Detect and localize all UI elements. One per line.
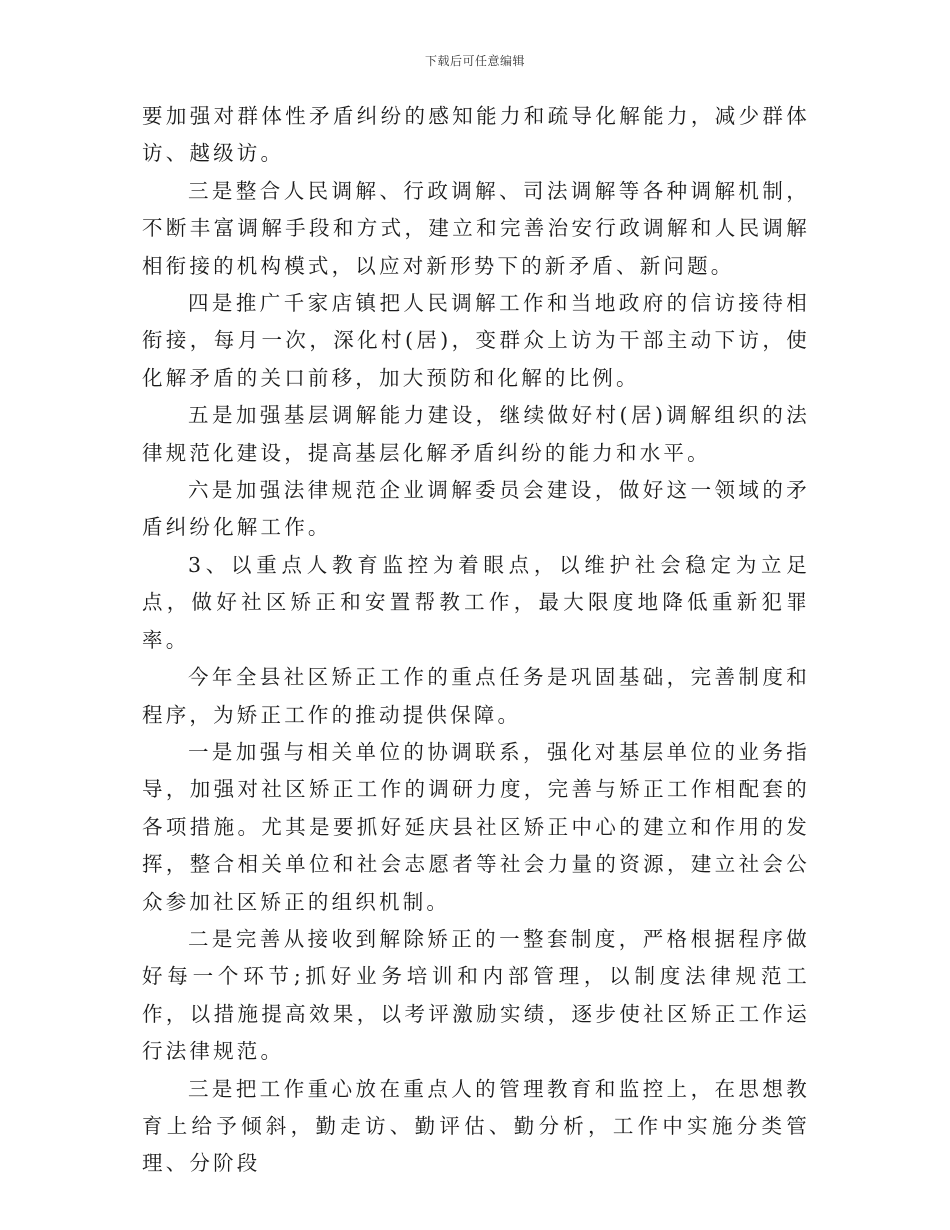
paragraph-8: 一是加强与相关单位的协调联系，强化对基层单位的业务指导，加强对社区矫正工作的调研力度，完善与矫正工作相配套的各项措施。尤其是要抓好延庆县社区矫正中心的建立和作用的发挥，整合相关单位和社会志愿者等社会力量的资源，建立社会公众参加社区矫正的组织机制。 bbox=[142, 739, 810, 914]
paragraph-1: 要加强对群体性矛盾纠纷的感知能力和疏导化解能力，减少群体访、越级访。 bbox=[142, 104, 810, 166]
paragraph-6: 3、以重点人教育监控为着眼点，以维护社会稳定为立足点，做好社区矫正和安置帮教工作，最大限度地降低重新犯罪率。 bbox=[142, 552, 810, 652]
paragraph-10: 三是把工作重心放在重点人的管理教育和监控上，在思想教育上给予倾斜，勤走访、勤评估、勤分析，工作中实施分类管理、分阶段 bbox=[142, 1076, 810, 1176]
paragraph-7: 今年全县社区矫正工作的重点任务是巩固基础，完善制度和程序，为矫正工作的推动提供保障。 bbox=[142, 665, 810, 727]
paragraph-2: 三是整合人民调解、行政调解、司法调解等各种调解机制，不断丰富调解手段和方式，建立和完善治安行政调解和人民调解相衔接的机构模式，以应对新形势下的新矛盾、新问题。 bbox=[142, 178, 810, 278]
document-body bbox=[142, 98, 810, 1183]
paragraph-5: 六是加强法律规范企业调解委员会建设，做好这一领域的矛盾纠纷化解工作。 bbox=[142, 478, 810, 540]
paragraph-9: 二是完善从接收到解除矫正的一整套制度，严格根据程序做好每一个环节;抓好业务培训和内部管理，以制度法律规范工作，以措施提高效果，以考评激励实绩，逐步使社区矫正工作运行法律规范。 bbox=[142, 926, 810, 1064]
paragraph-4: 五是加强基层调解能力建设，继续做好村(居)调解组织的法律规范化建设，提高基层化解矛盾纠纷的能力和水平。 bbox=[142, 403, 810, 465]
paragraph-3: 四是推广千家店镇把人民调解工作和当地政府的信访接待相衔接，每月一次，深化村(居)，变群众上访为干部主动下访，使化解矛盾的关口前移，加大预防和化解的比例。 bbox=[142, 291, 810, 390]
page-header: 下载后可任意编辑 bbox=[424, 54, 525, 68]
